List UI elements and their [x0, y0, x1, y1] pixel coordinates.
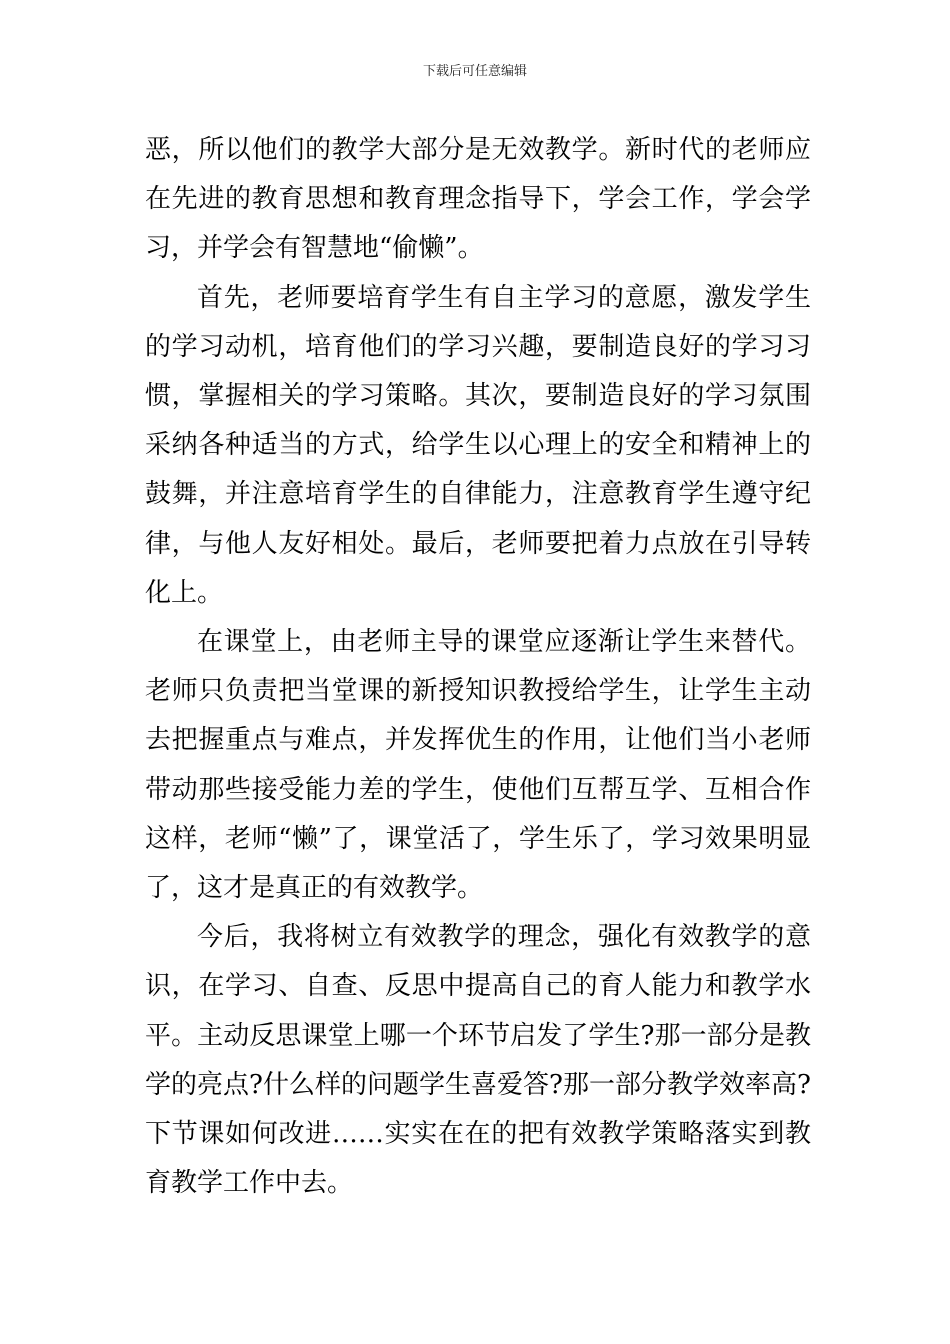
paragraph-2: 首先，老师要培育学生有自主学习的意愿，激发学生的学习动机，培育他们的学习兴趣，要制造良好的学习习惯，掌握相关的学习策略。其次，要制造良好的学习氛围采纳各种适当的方式，给学生以心理上的安全和精神上的鼓舞，并注意培育学生的自律能力，注意教育学生遵守纪律，与他人友好相处。最后，老师要把着力点放在引导转化上。: [145, 282, 811, 608]
page-header-note: 下载后可任意编辑: [422, 64, 527, 79]
document-body: [145, 126, 811, 1208]
paragraph-3: 在课堂上，由老师主导的课堂应逐渐让学生来替代。老师只负责把当堂课的新授知识教授给学生，让学生主动去把握重点与难点，并发挥优生的作用，让他们当小老师带动那些接受能力差的学生，使他们互帮互学、互相合作这样，老师“懒”了，课堂活了，学生乐了，学习效果明显了，这才是真正的有效教学。: [145, 627, 811, 904]
paragraph-1: 恶，所以他们的教学大部分是无效教学。新时代的老师应在先进的教育思想和教育理念指导下，学会工作，学会学习，并学会有智慧地“偷懒”。: [145, 135, 811, 264]
paragraph-4: 今后，我将树立有效教学的理念，强化有效教学的意识，在学习、自查、反思中提高自己的育人能力和教学水平。主动反思课堂上哪一个环节启发了学生?那一部分是教学的亮点?什么样的问题学生喜爱答?那一部分教学效率高?下节课如何改进……实实在在的把有效教学策略落实到教育教学工作中去。: [145, 922, 811, 1199]
